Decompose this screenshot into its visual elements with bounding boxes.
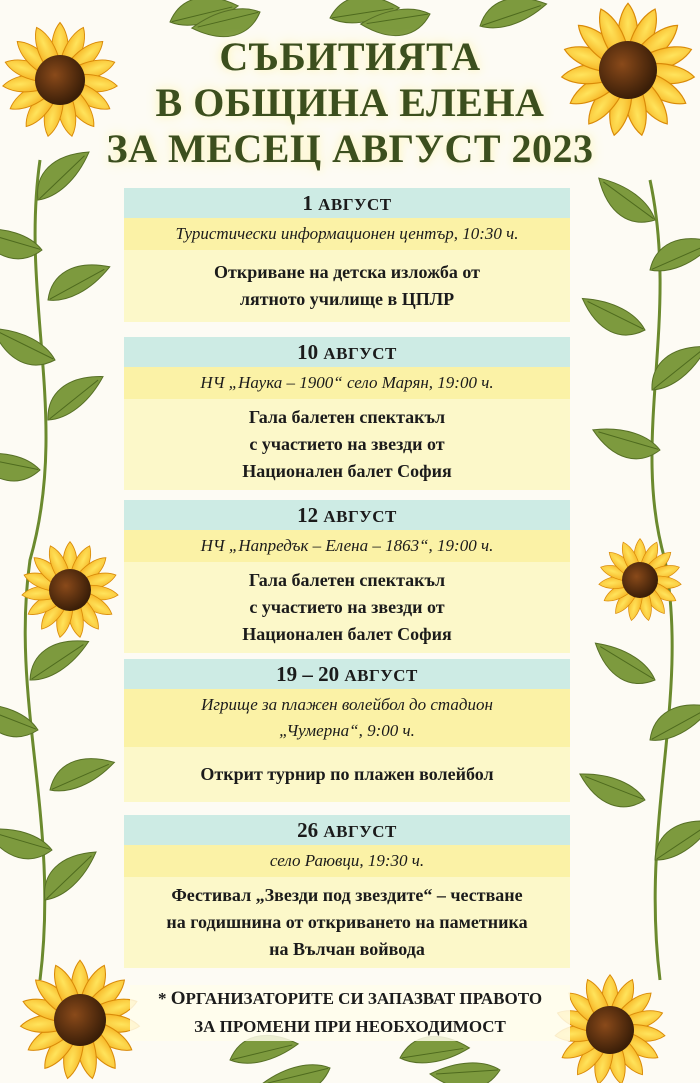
event-date xyxy=(124,659,570,689)
sunflower-mid-right xyxy=(598,539,682,622)
event-description-line: Фестивал „Звезди под звездите“ – честване xyxy=(171,885,523,905)
event-month: АВГУСТ xyxy=(318,195,392,214)
event-date xyxy=(124,337,570,367)
event-description-line: Национален балет София xyxy=(242,624,452,644)
event-block xyxy=(124,500,570,653)
event-block xyxy=(124,659,570,802)
event-place-line: Игрище за плажен волейбол до стадион xyxy=(201,695,493,714)
event-description-line: Гала балетен спектакъл xyxy=(248,407,446,427)
event-place-line: НЧ „Напредък – Елена – 1863“, 19:00 ч. xyxy=(200,536,494,555)
sunflower-mid-left xyxy=(21,542,119,639)
event-description-line: Открит турнир по плажен волейбол xyxy=(200,764,494,784)
event-block xyxy=(124,337,570,490)
sunflower-bottom-left xyxy=(20,960,141,1080)
event-description xyxy=(124,562,570,653)
event-description-line: Откриване на детска изложба от xyxy=(214,262,480,282)
event-place-line: село Раювци, 19:30 ч. xyxy=(269,851,425,870)
event-description-line: на годишнина от откриването на паметника xyxy=(166,912,528,932)
event-date xyxy=(124,815,570,845)
event-description-line: лятното училище в ЦПЛР xyxy=(239,289,455,309)
event-day: 26 xyxy=(297,818,319,842)
event-place-line: „Чумерна“, 9:00 ч. xyxy=(279,721,415,740)
event-place xyxy=(124,689,570,747)
event-day: 19 – 20 xyxy=(276,662,340,686)
event-date xyxy=(124,188,570,218)
disclaimer-initial: О xyxy=(170,988,186,1009)
event-block xyxy=(124,188,570,322)
event-description-line: на Вълчан войвода xyxy=(269,939,425,959)
event-description xyxy=(124,877,570,968)
sunflower-bottom-right xyxy=(554,975,665,1083)
event-description xyxy=(124,747,570,802)
event-day: 12 xyxy=(297,503,319,527)
event-place-line: НЧ „Наука – 1900“ село Марян, 19:00 ч. xyxy=(200,373,494,392)
event-month: АВГУСТ xyxy=(323,507,397,526)
event-day: 10 xyxy=(297,340,319,364)
event-place xyxy=(124,530,570,562)
event-month: АВГУСТ xyxy=(323,822,397,841)
event-description-line: Национален балет София xyxy=(242,461,452,481)
event-place xyxy=(124,367,570,399)
title-line-2: В ОБЩИНА ЕЛЕНА xyxy=(155,80,545,125)
event-description xyxy=(124,399,570,490)
event-place-line: Туристически информационен център, 10:30 ч. xyxy=(175,224,519,243)
event-month: АВГУСТ xyxy=(344,666,418,685)
title-line-3: ЗА МЕСЕЦ АВГУСТ 2023 xyxy=(106,126,594,171)
event-description-line: Гала балетен спектакъл xyxy=(248,570,446,590)
disclaimer-note xyxy=(130,985,570,1041)
event-place xyxy=(124,218,570,250)
event-description-line: с участието на звезди от xyxy=(249,434,445,454)
event-description xyxy=(124,250,570,322)
event-day: 1 xyxy=(302,191,313,215)
asterisk: * xyxy=(157,989,167,1008)
disclaimer-line-1 xyxy=(130,985,570,1013)
disclaimer-line-2: ЗА ПРОМЕНИ ПРИ НЕОБХОДИМОСТ xyxy=(194,1017,506,1036)
event-description-line: с участието на звезди от xyxy=(249,597,445,617)
title-line-1: СЪБИТИЯТА xyxy=(219,34,481,79)
event-month: АВГУСТ xyxy=(323,344,397,363)
poster-title xyxy=(90,34,610,172)
event-block xyxy=(124,815,570,968)
disclaimer-rest: РГАНИЗАТОРИТЕ СИ ЗАПАЗВАТ ПРАВОТО xyxy=(185,989,543,1008)
event-place xyxy=(124,845,570,877)
event-date xyxy=(124,500,570,530)
